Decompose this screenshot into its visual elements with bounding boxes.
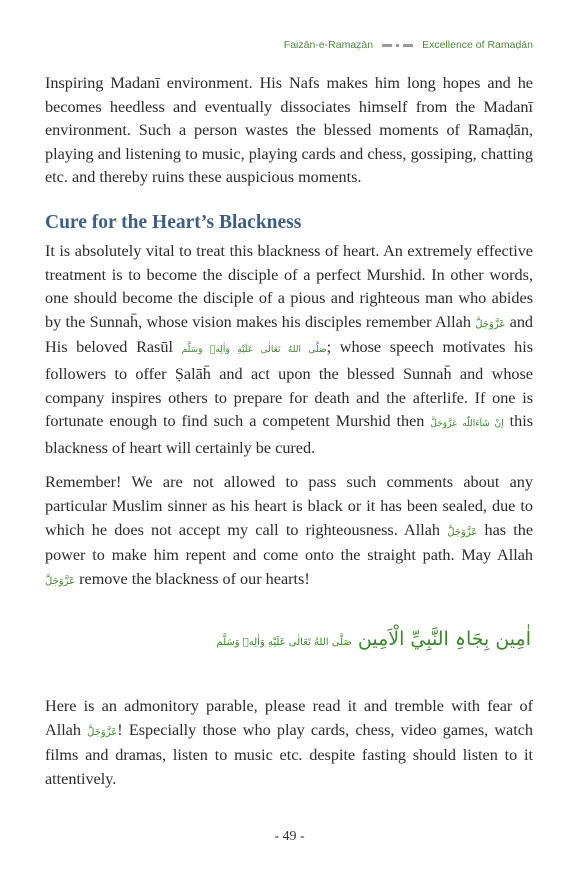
arabic-insha-allah: اِنْ شَآءَاللّٰه عَزَّوَجَلَّ (430, 419, 504, 430)
dua-salutation: صَلَّى اللهُ تَعَالٰى عَلَيْهِ وَاٰلِهٖ وَسَلَّم (216, 637, 352, 649)
paragraph-parable (45, 695, 533, 791)
running-header (284, 39, 533, 51)
text-segment: Here is an admonitory parable, please read it and tremble with fear of Allah (45, 697, 533, 739)
text-segment: remove the blackness of our hearts! (79, 569, 310, 588)
text-segment: has the power to make him repent and come onto the straight path. May Allah (45, 520, 534, 565)
arabic-azza-wa-jall: عَزَّوَجَلَّ (475, 318, 506, 330)
text-segment: ; whose speech motivates his followers to offer Ṣalāh̄ and act upon the blessed Sunnah̄ and whose company inspires others to prepare for death and the afterlife. If one is fortunate enough to find such a competent Murshid then (45, 338, 533, 431)
book-title: Faizān-e-Ramaz̤ān (283, 39, 374, 51)
text-segment: Remember! We are not allowed to pass such comments about any particular Muslim sinner as his heart is black or it has been sealed, due to which he does not accept my call to righteousness. Allah (45, 473, 533, 539)
separator-dash (403, 44, 413, 47)
dua-line (45, 619, 533, 663)
text-segment: and His beloved Rasūl (45, 312, 534, 357)
text-segment: It is absolutely vital to treat this blackness of heart. An extremely effective treatment is to become the disciple of a perfect Murshid. In other words, one should become the disciple of a pious and righteous man who abides by the Sunnah̄, whose vision makes his disciples remember Allah (45, 241, 533, 331)
header-separator (382, 44, 413, 47)
page-number: - 49 - (274, 829, 305, 844)
text-segment: ! Especially those who play cards, chess, video games, watch films and dramas, listen to music etc. despite fasting should listen to it attentively. (45, 720, 534, 789)
text-segment: this blackness of heart will certainly be cured. (45, 412, 534, 457)
chapter-title: Excellence of Ramaḍān (422, 39, 533, 51)
dua-text: اٰمِين بِجَاہِ النَّبِيِّ الْاَمِين (357, 628, 531, 651)
page-content (45, 72, 533, 792)
section-heading: Cure for the Heart’s Blackness (45, 211, 302, 233)
arabic-azza-wa-jall: عَزَّوَجَلَّ (447, 526, 478, 538)
paragraph-remember (45, 471, 533, 593)
paragraph-cure (45, 240, 533, 460)
separator-dash (382, 44, 392, 47)
separator-dot (396, 44, 399, 47)
arabic-salutation: صَلَّى اللهُ تَعَالٰى عَلَيْهِ وَاٰلِهٖ وَسَلَّم (181, 345, 327, 356)
paragraph-continued: Inspiring Madanī environment. His Nafs makes him long hopes and he becomes heedless and eventually dissociates himself from the Madanī environment. Such a person wastes the blessed moments of Ramaḍān, playing and listening to music, playing cards and chess, gossiping, chatting etc. and thereby ruins these auspicious moments. (45, 74, 533, 187)
arabic-azza-wa-jall: عَزَّوَجَلَّ (45, 575, 76, 587)
arabic-azza-wa-jall: عَزَّوَجَلَّ (87, 726, 118, 738)
